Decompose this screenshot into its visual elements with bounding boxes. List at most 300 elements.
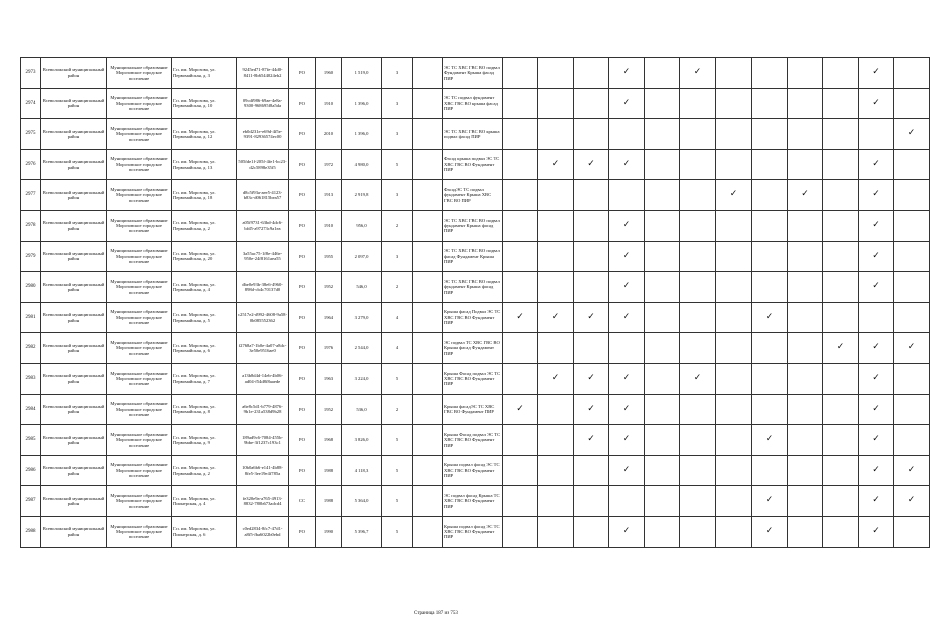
address-cell: Г.п. им. Морозова, ул. Первомайская, д. 8 — [172, 394, 237, 425]
area-cell: 2 097,0 — [342, 241, 382, 272]
empty-check-cell — [645, 363, 680, 394]
address-cell: Г.п. им. Морозова, ул. Первомайская, д. 12 — [172, 119, 237, 150]
address-cell: Г.п. им. Морозова, ул. Первомайская, д. 2 — [172, 455, 237, 486]
table-row — [21, 180, 930, 211]
empty-check-cell — [574, 210, 609, 241]
empty-check-cell — [574, 333, 609, 364]
check-mark-icon: ✓ — [894, 455, 930, 486]
empty-check-cell — [538, 58, 574, 89]
district-cell: Всеволожский муниципальный район — [41, 210, 107, 241]
empty-cell — [413, 272, 443, 303]
table-row — [21, 149, 930, 180]
empty-check-cell — [716, 302, 752, 333]
address-cell: Г.п. им. Морозова, ул. Первомайская, д. 7 — [172, 363, 237, 394]
check-mark-icon: ✓ — [859, 88, 894, 119]
empty-check-cell — [538, 455, 574, 486]
empty-check-cell — [503, 516, 538, 547]
empty-check-cell — [680, 394, 716, 425]
guid-cell: 9245ed71-87fe-44d0-8411-8b6544024eb2 — [237, 58, 289, 89]
check-mark-icon: ✓ — [609, 149, 645, 180]
area-cell: 1 396,0 — [342, 88, 382, 119]
municipality-cell: Муниципальное образование Морозовское городское поселение — [107, 363, 172, 394]
empty-check-cell — [823, 272, 859, 303]
check-mark-icon: ✓ — [609, 88, 645, 119]
type-cell: СС — [289, 486, 316, 517]
address-cell: Г.п. им. Морозова, ул. Первомайская, д. 18 — [172, 180, 237, 211]
floors-cell: 3 — [382, 180, 413, 211]
check-mark-icon: ✓ — [574, 363, 609, 394]
table-row — [21, 486, 930, 517]
guid-cell: f2768a7-1b0e-4a07-a8dc-3e50e9516ae0 — [237, 333, 289, 364]
check-mark-icon: ✓ — [859, 425, 894, 456]
check-mark-icon: ✓ — [609, 241, 645, 272]
empty-cell — [413, 180, 443, 211]
area-cell: 2 919,8 — [342, 180, 382, 211]
year-cell: 1952 — [316, 394, 342, 425]
empty-check-cell — [788, 394, 823, 425]
year-cell: 1913 — [316, 180, 342, 211]
empty-check-cell — [823, 394, 859, 425]
type-cell: РО — [289, 302, 316, 333]
empty-check-cell — [538, 88, 574, 119]
check-mark-icon: ✓ — [609, 210, 645, 241]
empty-check-cell — [716, 394, 752, 425]
check-mark-icon: ✓ — [680, 363, 716, 394]
works-cell: ЭС ТС ХВС ГВС ВО подвал фундамент Крыша фасад ПИР — [443, 272, 503, 303]
floors-cell: 5 — [382, 455, 413, 486]
table-row — [21, 516, 930, 547]
district-cell: Всеволожский муниципальный район — [41, 394, 107, 425]
empty-check-cell — [716, 333, 752, 364]
empty-check-cell — [680, 241, 716, 272]
type-cell: РО — [289, 180, 316, 211]
address-cell: Г.п. им. Морозова, ул. Первомайская, д. 4 — [172, 272, 237, 303]
empty-check-cell — [645, 455, 680, 486]
empty-check-cell — [823, 516, 859, 547]
empty-check-cell — [645, 241, 680, 272]
works-cell: ЭС ТС ХВС ГВС ВО подвал фундамент Крыша фасад ПИР — [443, 210, 503, 241]
works-cell: ЭС ТС подвал фундамент ХВС ГВС ВО крыша фасад ПИР — [443, 88, 503, 119]
table-row — [21, 425, 930, 456]
area-cell: 3 826,0 — [342, 425, 382, 456]
check-mark-icon: ✓ — [609, 425, 645, 456]
empty-check-cell — [716, 516, 752, 547]
empty-check-cell — [609, 486, 645, 517]
empty-check-cell — [894, 210, 930, 241]
area-cell: 546,0 — [342, 272, 382, 303]
year-cell: 1960 — [316, 58, 342, 89]
check-mark-icon: ✓ — [680, 58, 716, 89]
check-mark-icon: ✓ — [503, 394, 538, 425]
empty-check-cell — [823, 241, 859, 272]
municipality-cell: Муниципальное образование Морозовское городское поселение — [107, 302, 172, 333]
empty-check-cell — [894, 272, 930, 303]
type-cell: РО — [289, 516, 316, 547]
row-number: 2985 — [21, 425, 41, 456]
empty-cell — [413, 149, 443, 180]
row-number: 2979 — [21, 241, 41, 272]
empty-check-cell — [680, 455, 716, 486]
floors-cell: 4 — [382, 302, 413, 333]
table-row — [21, 302, 930, 333]
empty-check-cell — [574, 272, 609, 303]
type-cell: РО — [289, 210, 316, 241]
empty-check-cell — [752, 119, 788, 150]
check-mark-icon: ✓ — [859, 455, 894, 486]
empty-check-cell — [894, 363, 930, 394]
guid-cell: c2517e2-d992-4608-9a58-0b085552362 — [237, 302, 289, 333]
district-cell: Всеволожский муниципальный район — [41, 272, 107, 303]
works-cell: Крыша Фасад подвал ЭС ТС ХВС ГВС ВО Фундамент ПИР — [443, 425, 503, 456]
table-row — [21, 272, 930, 303]
municipality-cell: Муниципальное образование Морозовское городское поселение — [107, 210, 172, 241]
municipality-cell: Муниципальное образование Морозовское городское поселение — [107, 180, 172, 211]
empty-check-cell — [680, 272, 716, 303]
table-body — [21, 58, 930, 548]
check-mark-icon: ✓ — [788, 180, 823, 211]
municipality-cell: Муниципальное образование Морозовское городское поселение — [107, 272, 172, 303]
empty-check-cell — [645, 302, 680, 333]
year-cell: 1952 — [316, 272, 342, 303]
empty-check-cell — [503, 88, 538, 119]
empty-check-cell — [894, 180, 930, 211]
empty-check-cell — [788, 58, 823, 89]
empty-check-cell — [823, 486, 859, 517]
empty-check-cell — [503, 210, 538, 241]
district-cell: Всеволожский муниципальный район — [41, 241, 107, 272]
empty-check-cell — [752, 210, 788, 241]
municipality-cell: Муниципальное образование Морозовское городское поселение — [107, 149, 172, 180]
guid-cell: 10b0a6b6-e141-4b88-8fe5-3ee19e4f785a — [237, 455, 289, 486]
address-cell: Г.п. им. Морозова, ул. Пионерская, д. 4 — [172, 486, 237, 517]
check-mark-icon: ✓ — [538, 149, 574, 180]
empty-check-cell — [716, 486, 752, 517]
district-cell: Всеволожский муниципальный район — [41, 119, 107, 150]
check-mark-icon: ✓ — [574, 302, 609, 333]
guid-cell: d8c5f93a-aee5-4123-b83c-d061815bea57 — [237, 180, 289, 211]
empty-check-cell — [716, 272, 752, 303]
row-number: 2976 — [21, 149, 41, 180]
empty-cell — [413, 241, 443, 272]
type-cell: РО — [289, 88, 316, 119]
type-cell: РО — [289, 455, 316, 486]
row-number: 2978 — [21, 210, 41, 241]
guid-cell: eb0d231e-e69d-4f5e-9391-82936574ec00 — [237, 119, 289, 150]
empty-check-cell — [680, 210, 716, 241]
address-cell: Г.п. им. Морозова, ул. Пионерская, д. 6 — [172, 516, 237, 547]
year-cell: 1963 — [316, 363, 342, 394]
empty-check-cell — [680, 302, 716, 333]
check-mark-icon: ✓ — [609, 363, 645, 394]
empty-check-cell — [894, 241, 930, 272]
table-row — [21, 119, 930, 150]
empty-check-cell — [503, 180, 538, 211]
empty-cell — [413, 486, 443, 517]
check-mark-icon: ✓ — [574, 394, 609, 425]
empty-check-cell — [752, 149, 788, 180]
floors-cell: 5 — [382, 516, 413, 547]
municipality-cell: Муниципальное образование Морозовское городское поселение — [107, 88, 172, 119]
address-cell: Г.п. им. Морозова, ул. Первомайская, д. 20 — [172, 241, 237, 272]
check-mark-icon: ✓ — [609, 455, 645, 486]
municipality-cell: Муниципальное образование Морозовское городское поселение — [107, 119, 172, 150]
page-footer: Страница 187 из 753 — [414, 611, 458, 616]
empty-check-cell — [752, 180, 788, 211]
empty-check-cell — [503, 119, 538, 150]
empty-check-cell — [788, 486, 823, 517]
works-cell: ФасадЭС ТС подвал фундамент Крыша ХВС ГВС ВО ПИР — [443, 180, 503, 211]
empty-check-cell — [574, 180, 609, 211]
year-cell: 1990 — [316, 516, 342, 547]
check-mark-icon: ✓ — [859, 363, 894, 394]
empty-check-cell — [503, 58, 538, 89]
empty-check-cell — [894, 302, 930, 333]
empty-check-cell — [645, 486, 680, 517]
empty-check-cell — [894, 58, 930, 89]
empty-check-cell — [894, 394, 930, 425]
empty-check-cell — [645, 394, 680, 425]
empty-check-cell — [788, 210, 823, 241]
area-cell: 2 544,0 — [342, 333, 382, 364]
address-cell: Г.п. им. Морозова, ул. Первомайская, д. 6 — [172, 333, 237, 364]
address-cell: Г.п. им. Морозова, ул. Первомайская, д. 10 — [172, 88, 237, 119]
guid-cell: a6e8c5d1-b779-4876-9b1e-231a538d9b28 — [237, 394, 289, 425]
year-cell: 1988 — [316, 455, 342, 486]
empty-check-cell — [716, 425, 752, 456]
empty-check-cell — [503, 486, 538, 517]
check-mark-icon: ✓ — [574, 425, 609, 456]
empty-cell — [413, 210, 443, 241]
row-number: 2984 — [21, 394, 41, 425]
empty-check-cell — [788, 241, 823, 272]
empty-check-cell — [788, 119, 823, 150]
check-mark-icon: ✓ — [752, 425, 788, 456]
address-cell: Г.п. им. Морозова, ул. Первомайская, д. 5 — [172, 302, 237, 333]
empty-check-cell — [609, 180, 645, 211]
empty-check-cell — [645, 149, 680, 180]
empty-check-cell — [823, 88, 859, 119]
empty-check-cell — [716, 119, 752, 150]
empty-check-cell — [823, 180, 859, 211]
floors-cell: 5 — [382, 149, 413, 180]
empty-check-cell — [538, 180, 574, 211]
empty-check-cell — [823, 210, 859, 241]
area-cell: 4 980,0 — [342, 149, 382, 180]
empty-check-cell — [503, 149, 538, 180]
check-mark-icon: ✓ — [859, 58, 894, 89]
area-cell: 3 279,0 — [342, 302, 382, 333]
municipality-cell: Муниципальное образование Морозовское городское поселение — [107, 516, 172, 547]
area-cell: 536,0 — [342, 394, 382, 425]
check-mark-icon: ✓ — [609, 58, 645, 89]
empty-check-cell — [538, 210, 574, 241]
empty-check-cell — [823, 363, 859, 394]
empty-check-cell — [574, 88, 609, 119]
floors-cell: 3 — [382, 241, 413, 272]
table-row — [21, 88, 930, 119]
check-mark-icon: ✓ — [609, 272, 645, 303]
floors-cell: 2 — [382, 394, 413, 425]
check-mark-icon: ✓ — [609, 302, 645, 333]
district-cell: Всеволожский муниципальный район — [41, 455, 107, 486]
year-cell: 1910 — [316, 210, 342, 241]
empty-check-cell — [680, 180, 716, 211]
type-cell: РО — [289, 149, 316, 180]
empty-check-cell — [788, 149, 823, 180]
empty-check-cell — [538, 272, 574, 303]
district-cell: Всеволожский муниципальный район — [41, 58, 107, 89]
address-cell: Г.п. им. Морозова, ул. Первомайская, д. 9 — [172, 425, 237, 456]
check-mark-icon: ✓ — [716, 180, 752, 211]
empty-check-cell — [645, 333, 680, 364]
floors-cell: 3 — [382, 58, 413, 89]
empty-check-cell — [894, 516, 930, 547]
empty-check-cell — [609, 119, 645, 150]
empty-check-cell — [788, 455, 823, 486]
empty-check-cell — [716, 88, 752, 119]
floors-cell: 3 — [382, 119, 413, 150]
empty-check-cell — [680, 119, 716, 150]
empty-cell — [413, 333, 443, 364]
municipality-cell: Муниципальное образование Морозовское городское поселение — [107, 58, 172, 89]
guid-cell: a13b8d4d-14eb-4b06-ad04-f54d8f8aaede — [237, 363, 289, 394]
check-mark-icon: ✓ — [859, 149, 894, 180]
municipality-cell: Муниципальное образование Морозовское городское поселение — [107, 455, 172, 486]
district-cell: Всеволожский муниципальный район — [41, 149, 107, 180]
municipality-cell: Муниципальное образование Морозовское городское поселение — [107, 333, 172, 364]
district-cell: Всеволожский муниципальный район — [41, 302, 107, 333]
floors-cell: 5 — [382, 425, 413, 456]
floors-cell: 4 — [382, 333, 413, 364]
guid-cell: 3a55ac75-1f8e-446e-950e-24f8161aea55 — [237, 241, 289, 272]
empty-check-cell — [680, 425, 716, 456]
empty-check-cell — [788, 363, 823, 394]
works-cell: Крыша подвал фасад ЭС ТС ХВС ГВС ВО Фундамент ПИР — [443, 455, 503, 486]
guid-cell: dbe0e93b-38e6-4960-898d-cb4c70137d0 — [237, 272, 289, 303]
check-mark-icon: ✓ — [609, 394, 645, 425]
check-mark-icon: ✓ — [609, 516, 645, 547]
area-cell: 5 364,0 — [342, 486, 382, 517]
empty-check-cell — [680, 88, 716, 119]
empty-check-cell — [680, 516, 716, 547]
empty-check-cell — [716, 455, 752, 486]
registry-table — [20, 57, 930, 548]
type-cell: РО — [289, 333, 316, 364]
empty-check-cell — [538, 425, 574, 456]
year-cell: 1988 — [316, 486, 342, 517]
works-cell: Фасад крыша подвал ЭС ТС ХВС ГВС ВО Фундамент ПИР — [443, 149, 503, 180]
district-cell: Всеволожский муниципальный район — [41, 88, 107, 119]
year-cell: 2010 — [316, 119, 342, 150]
empty-check-cell — [645, 180, 680, 211]
works-cell: ЭС ТС ХВС ГВС ВО крыша подвал фасад ПИР — [443, 119, 503, 150]
empty-check-cell — [538, 486, 574, 517]
check-mark-icon: ✓ — [894, 486, 930, 517]
row-number: 2981 — [21, 302, 41, 333]
table-row — [21, 210, 930, 241]
empty-check-cell — [752, 394, 788, 425]
floors-cell: 2 — [382, 272, 413, 303]
table-row — [21, 394, 930, 425]
floors-cell: 3 — [382, 88, 413, 119]
district-cell: Всеволожский муниципальный район — [41, 333, 107, 364]
row-number: 2973 — [21, 58, 41, 89]
empty-cell — [413, 363, 443, 394]
type-cell: РО — [289, 119, 316, 150]
row-number: 2983 — [21, 363, 41, 394]
empty-check-cell — [645, 425, 680, 456]
empty-check-cell — [788, 516, 823, 547]
empty-cell — [413, 516, 443, 547]
area-cell: 4 118,3 — [342, 455, 382, 486]
empty-check-cell — [788, 272, 823, 303]
empty-check-cell — [574, 516, 609, 547]
check-mark-icon: ✓ — [859, 486, 894, 517]
empty-check-cell — [823, 149, 859, 180]
guid-cell: 505fde1f-205f-4fe1-bc23-d2c5898e35f5 — [237, 149, 289, 180]
empty-cell — [413, 119, 443, 150]
empty-check-cell — [503, 272, 538, 303]
empty-check-cell — [574, 58, 609, 89]
empty-check-cell — [716, 363, 752, 394]
table-row — [21, 333, 930, 364]
year-cell: 1972 — [316, 149, 342, 180]
empty-check-cell — [680, 149, 716, 180]
empty-check-cell — [645, 272, 680, 303]
type-cell: РО — [289, 363, 316, 394]
empty-check-cell — [823, 425, 859, 456]
check-mark-icon: ✓ — [859, 180, 894, 211]
area-cell: 3 224,0 — [342, 363, 382, 394]
empty-cell — [413, 455, 443, 486]
works-cell: ЭС ТС ХВС ГВС ВО подвал фасад Фундамент Крыша ПИР — [443, 241, 503, 272]
empty-check-cell — [894, 88, 930, 119]
guid-cell: 189ad9c6-7084-455b-9bbe-3f1237c193c1 — [237, 425, 289, 456]
empty-check-cell — [538, 394, 574, 425]
works-cell: Крыша фасад Подвал ЭС ТС ХВС ГВС ВО Фундамент ПИР — [443, 302, 503, 333]
check-mark-icon: ✓ — [823, 333, 859, 364]
empty-cell — [413, 425, 443, 456]
empty-check-cell — [752, 241, 788, 272]
empty-check-cell — [752, 88, 788, 119]
district-cell: Всеволожский муниципальный район — [41, 516, 107, 547]
year-cell: 1964 — [316, 302, 342, 333]
row-number: 2982 — [21, 333, 41, 364]
guid-cell: c0ed2834-8fc7-47d1-a8f5-fba6022b0ebd — [237, 516, 289, 547]
empty-check-cell — [645, 88, 680, 119]
table-row — [21, 58, 930, 89]
address-cell: Г.п. им. Морозова, ул. Первомайская, д. 13 — [172, 149, 237, 180]
empty-check-cell — [716, 241, 752, 272]
floors-cell: 2 — [382, 210, 413, 241]
empty-check-cell — [645, 210, 680, 241]
table-row — [21, 455, 930, 486]
empty-check-cell — [503, 455, 538, 486]
empty-check-cell — [788, 425, 823, 456]
works-cell: ЭС ТС ХВС ГВС ВО подвал Фундамент Крыша фасад ПИР — [443, 58, 503, 89]
check-mark-icon: ✓ — [859, 241, 894, 272]
works-cell: Крыша Фасад подвал ЭС ТС ХВС ГВС ВО Фундамент ПИР — [443, 363, 503, 394]
check-mark-icon: ✓ — [894, 333, 930, 364]
empty-check-cell — [752, 363, 788, 394]
row-number: 2980 — [21, 272, 41, 303]
empty-check-cell — [503, 363, 538, 394]
table-row — [21, 241, 930, 272]
year-cell: 1968 — [316, 425, 342, 456]
empty-check-cell — [788, 333, 823, 364]
empty-check-cell — [503, 333, 538, 364]
check-mark-icon: ✓ — [859, 272, 894, 303]
